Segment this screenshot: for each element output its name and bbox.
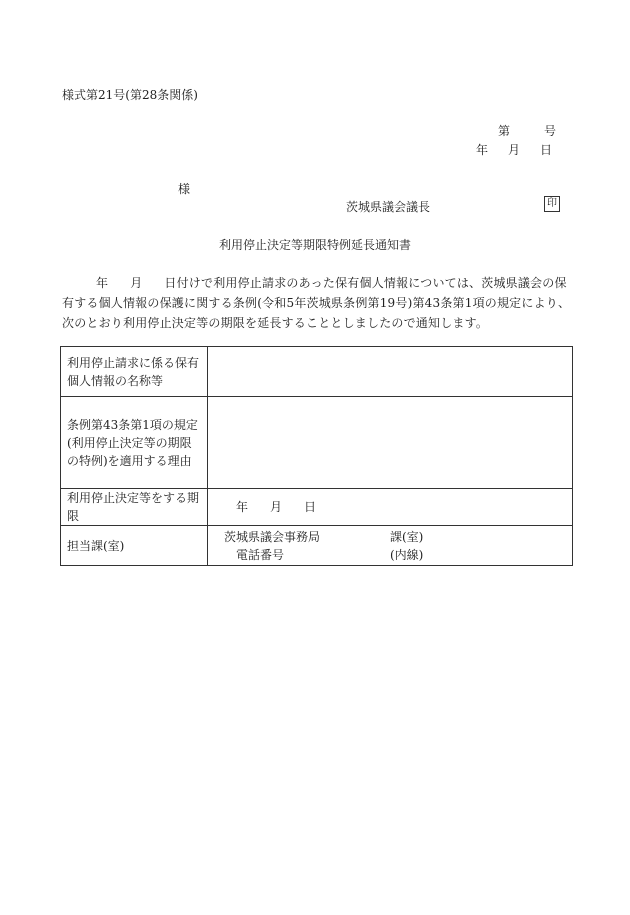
date-month: 月 (508, 143, 521, 157)
deadline-field[interactable] (208, 489, 573, 526)
date-day: 日 (540, 143, 553, 157)
table-row (61, 347, 573, 397)
body-year: 年 (96, 276, 109, 290)
date-year: 年 (476, 143, 489, 157)
document-number (498, 122, 556, 139)
number-suffix: 号 (544, 124, 557, 138)
table-row (61, 489, 573, 526)
body-month: 月 (130, 276, 143, 290)
body-main-text: 日付けで利用停止請求のあった保有個人情報については、茨城県議会の保有する個人情報の保護に関する条例(令和5年茨城県条例第19号)第43条第1項の規定により、次のとおり利用停止決定等の期限を延長することとしましたので通知します。 (62, 276, 571, 330)
document-date (476, 141, 552, 158)
addressee: 様 (178, 182, 191, 196)
table-row (61, 397, 573, 489)
contact-line-phone (224, 546, 566, 564)
contact-field[interactable] (208, 526, 573, 566)
info-name-label: 利用停止請求に係る保有個人情報の名称等 (61, 347, 208, 397)
deadline-day: 日 (304, 500, 317, 514)
seal-mark: 印 (544, 196, 560, 212)
deadline-label: 利用停止決定等をする期限 (61, 489, 208, 526)
info-name-field[interactable] (208, 347, 573, 397)
number-prefix: 第 (498, 124, 511, 138)
contact-section: 課(室) (390, 529, 424, 544)
contact-phone: 電話番号 (236, 547, 285, 562)
contact-office: 茨城県議会事務局 (224, 529, 321, 544)
table-row (61, 526, 573, 566)
reason-label: 条例第43条第1項の規定(利用停止決定等の期限の特例)を適用する理由 (61, 397, 208, 489)
deadline-year: 年 (236, 500, 249, 514)
contact-line-office (224, 528, 566, 546)
contact-label: 担当課(室) (61, 526, 208, 566)
contact-extension: (内線) (390, 547, 424, 562)
sender-name: 茨城県議会議長 (346, 200, 431, 214)
reason-field[interactable] (208, 397, 573, 489)
body-text (62, 273, 574, 333)
info-table (60, 346, 573, 566)
document-title: 利用停止決定等期限特例延長通知書 (218, 238, 411, 252)
form-number: 様式第21号(第28条関係) (62, 88, 198, 102)
deadline-month: 月 (270, 500, 283, 514)
